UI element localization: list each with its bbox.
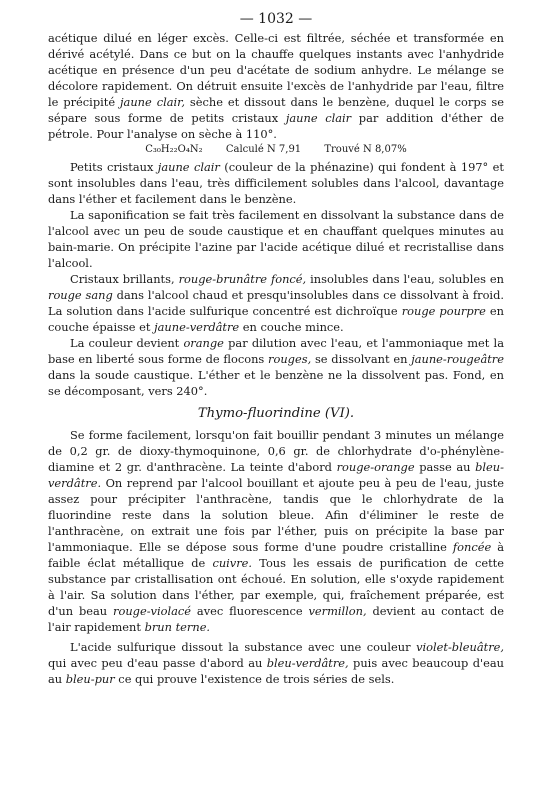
calculated-value: Calculé N 7,91 — [225, 144, 302, 155]
color-term: rouge pourpre — [401, 304, 486, 318]
paragraph-sulfuric-acid — [48, 639, 504, 687]
text-run: puis avec beaucoup d'eau au — [48, 656, 504, 686]
section-heading: Thymo-fluorindine (VI). — [197, 406, 355, 421]
color-term: rouge sang — [48, 288, 113, 302]
color-term: jaune clair — [157, 160, 220, 174]
paragraph-saponification: La saponification se fait très facilement en dissolvant la substance dans de l'alcool avec un peu de soude caustique et en chauffant quelques minutes au bain-marie. On précipite l'azine par l'acide acétique dilué et recristallise dans l'alcool. — [48, 208, 504, 270]
color-term: cuivre. — [212, 556, 253, 570]
color-term: vermillon, — [308, 604, 367, 618]
text-run: acétique dilué en léger excès. Celle-ci est filtrée, séchée et transformée en dérivé acétylé. Dans ce but on la chauffe quelques instants avec l'anhydride acétique en présence d'un peu d'acétate de sodium anhydre. Le mélange se décolore rapidement. On détruit ensuite l'excès de l'anhydride par l'eau, filtre le précipité — [48, 31, 504, 109]
color-term: rouge-violacé — [113, 604, 192, 618]
color-term: rouge-brunâtre foncé, — [178, 272, 307, 286]
paragraph-acetyl-derivative — [48, 30, 504, 142]
analysis-line — [48, 143, 504, 157]
color-term: foncée — [452, 540, 492, 554]
color-term: jaune-rougeâtre — [411, 352, 504, 366]
text-run: à faible éclat métallique de — [48, 540, 504, 570]
text-run: par dilution avec l'eau, et l'ammoniaque met la base en liberté sous forme de flocons — [48, 336, 504, 366]
text-run: On reprend par l'alcool bouillant et ajoute peu à peu de l'eau, juste assez pour précipiter l'anthracène, tandis que le chlorhydrate de la fluorindine reste dans la solution bleue. Afin d'éliminer le reste de l'anthracène, on extrait une fois par l'éther, puis on précipite la base par l'ammoniaque. Elle se dépose sous forme d'une poudre cristalline — [48, 476, 504, 554]
text-run: insolubles dans l'eau, solubles en — [306, 272, 505, 286]
text-run: qui avec peu d'eau passe d'abord au — [48, 656, 267, 670]
text-run: (couleur de la phénazine) qui fondent à 197° et sont insolubles dans l'eau, très difficilement solubles dans l'alcool, davantage dans l'éther et facilement dans le benzène. — [48, 160, 504, 206]
text-run: sèche et dissout dans le benzène, duquel le corps se sépare sous forme de petits cristaux — [48, 95, 504, 125]
text-run: Tous les essais de purification de cette substance par cristallisation ont échoué. En solution, elle s'oxyde rapidement à l'air. Sa solution dans l'éther, par exemple, qui, fraîchement préparée, est d'un beau — [48, 556, 504, 618]
color-term: orange — [183, 336, 224, 350]
text-run: Se forme facilement, lorsqu'on fait bouillir pendant 3 minutes un mélange de 0,2 gr. de dioxy-thymoquinone, 0,6 gr. de chlorhydrate d'o-phénylène-diamine et 2 gr. d'anthracène. La teinte d'abord — [48, 428, 504, 474]
body-text — [48, 30, 504, 687]
color-term: jaune-verdâtre — [154, 320, 240, 334]
molecular-formula: C₃₀H₂₂O₄N₂ — [145, 144, 203, 155]
text-run: Cristaux brillants, — [70, 272, 179, 286]
paragraph-crystals — [48, 159, 504, 207]
paragraph-preparation — [48, 427, 504, 635]
paragraph-brilliant-crystals — [48, 271, 504, 335]
color-term: rouges, — [268, 352, 312, 366]
color-term: bleu-verdâtre, — [266, 656, 349, 670]
text-run: La couleur devient — [70, 336, 184, 350]
text-run: L'acide sulfurique dissout la substance avec une couleur — [70, 640, 417, 654]
color-term: bleu-verdâtre. — [48, 460, 504, 490]
paragraph-color-dilution — [48, 335, 504, 399]
color-term: violet-bleuâtre, — [416, 640, 504, 654]
text-run: par addition d'éther de pétrole. Pour l'analyse on sèche à 110°. — [48, 111, 504, 141]
text-run: passe au — [414, 460, 476, 474]
color-term: brun terne. — [144, 620, 211, 634]
found-value: Trouvé N 8,07% — [324, 144, 407, 155]
text-run: Petits cristaux — [70, 160, 158, 174]
text-run: dans l'alcool chaud et presqu'insolubles dans ce dissolvant à froid. La solution dans l'acide sulfurique concentré est dichroïque — [48, 288, 504, 318]
text-run: en couche épaisse et — [48, 304, 504, 334]
color-term: bleu-pur — [65, 672, 115, 686]
page-number: — 1032 — — [239, 11, 313, 27]
text-run: devient au contact de l'air rapidement — [48, 604, 504, 634]
color-term: jaune clair — [285, 111, 352, 125]
text-run: avec fluorescence — [191, 604, 309, 618]
color-term: jaune clair, — [120, 95, 185, 109]
text-run: en couche mince. — [239, 320, 344, 334]
text-run: ce qui prouve l'existence de trois séries de sels. — [114, 672, 395, 686]
text-run: dans la soude caustique. L'éther et le benzène ne la dissolvent pas. Fond, en se décomposant, vers 240°. — [48, 368, 504, 398]
text-run: se dissolvant en — [311, 352, 412, 366]
color-term: rouge-orange — [336, 460, 415, 474]
